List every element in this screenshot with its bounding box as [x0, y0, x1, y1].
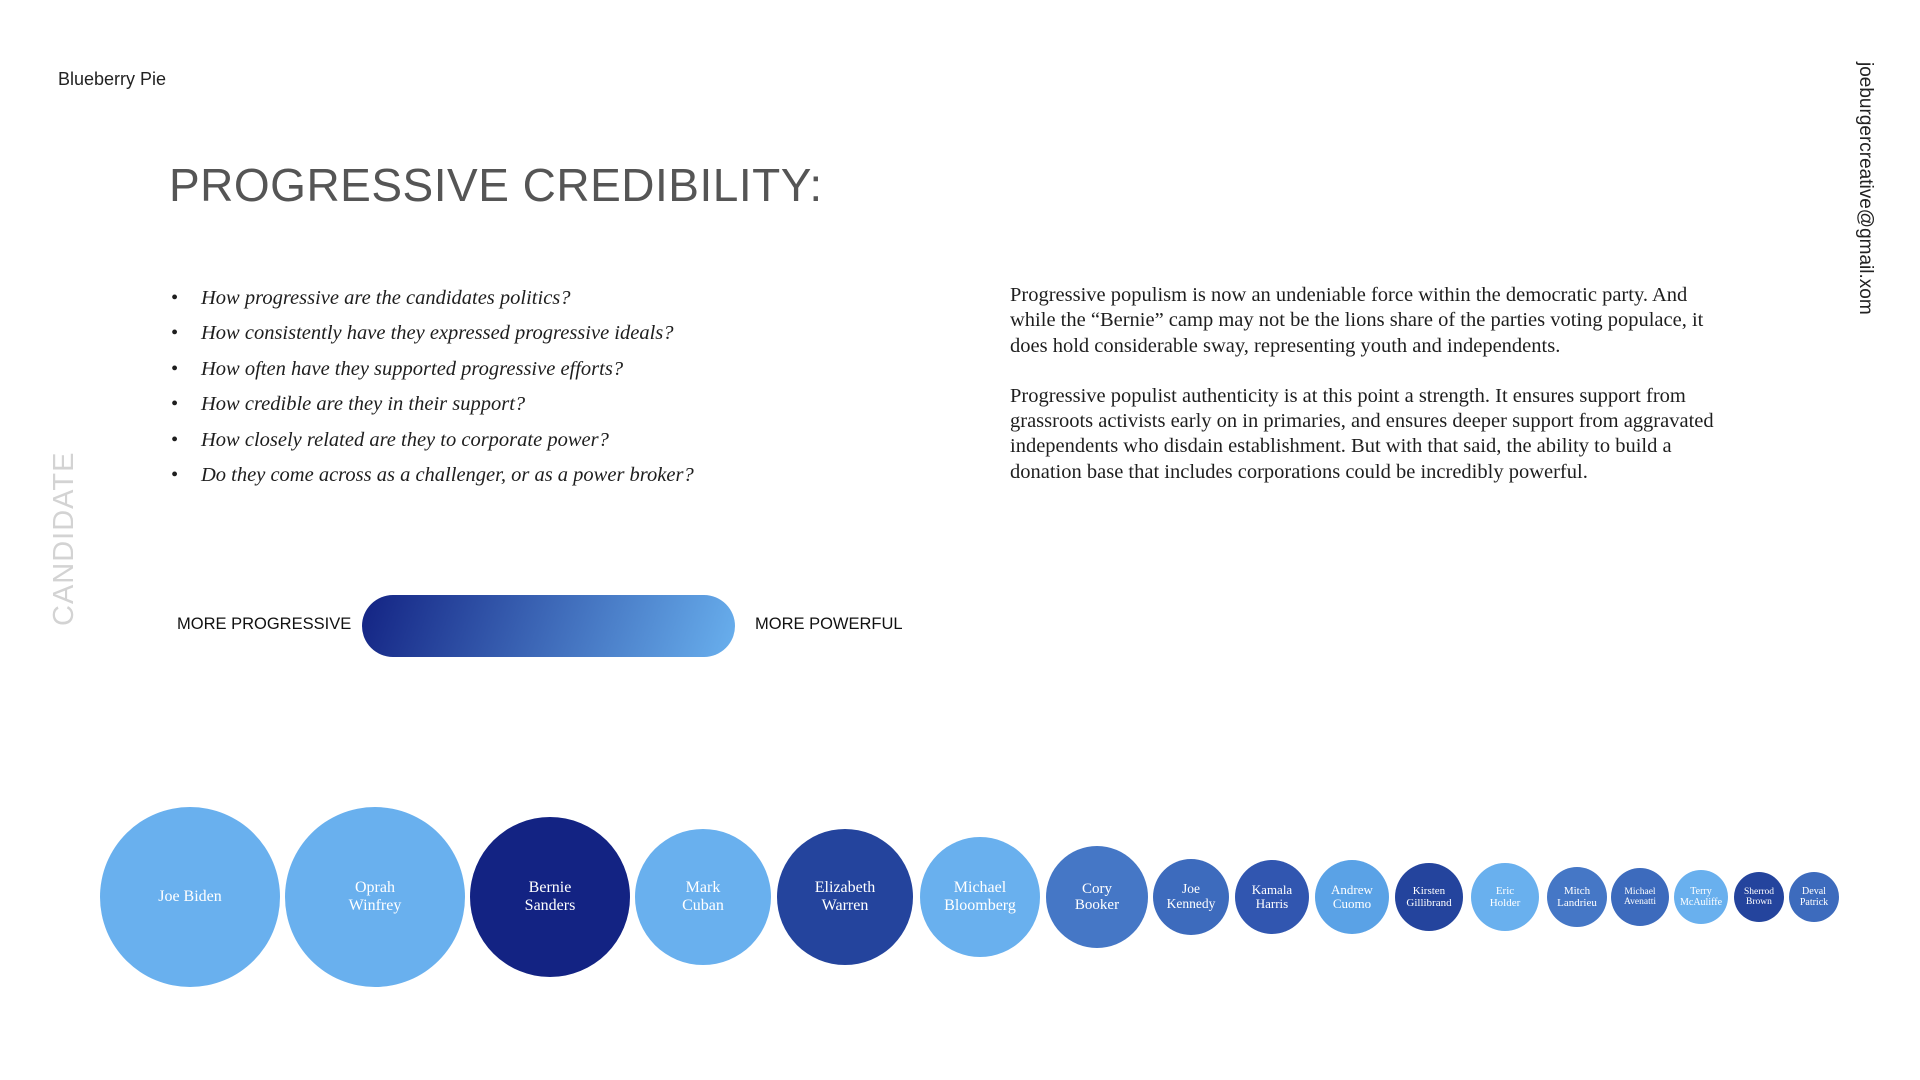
legend-label-powerful: MORE POWERFUL — [755, 615, 903, 633]
candidate-bubble — [470, 817, 630, 977]
candidate-bubble — [1547, 867, 1607, 927]
legend-label-progressive: MORE PROGRESSIVE — [177, 615, 352, 633]
candidate-name: Deval Patrick — [1799, 886, 1829, 908]
list-item — [168, 389, 694, 424]
list-item — [168, 283, 694, 318]
description-paragraph: Progressive populism is now an undeniable force within the democratic party. And while the “Bernie” camp may not be the lions share of the parties voting populace, it does hold considerable sway, representing youth and independents. — [1010, 284, 1704, 357]
list-item — [168, 425, 694, 460]
question-text: How often have they supported progressive efforts? — [201, 357, 624, 380]
question-text: How closely related are they to corporate power? — [201, 428, 609, 451]
candidate-name: Mitch Landrieu — [1557, 884, 1597, 909]
brand-name: Blueberry Pie — [58, 69, 167, 89]
contact-email: joeburgercreative@gmail.xom — [1855, 62, 1876, 315]
candidate-bubble — [100, 807, 280, 987]
bullet-icon: • — [171, 463, 179, 486]
candidate-name: Bernie Sanders — [524, 879, 576, 914]
candidate-name: Sherrod Brown — [1743, 886, 1775, 907]
question-text: Do they come across as a challenger, or as a power broker? — [201, 463, 694, 486]
candidate-bubble — [1611, 868, 1669, 926]
candidate-bubble — [1789, 872, 1839, 922]
bullet-icon: • — [171, 393, 179, 416]
candidate-name: Kamala Harris — [1251, 881, 1293, 911]
list-item — [168, 354, 694, 389]
candidate-name: Joe Kennedy — [1166, 881, 1216, 911]
candidate-bubble — [635, 829, 771, 965]
candidate-name: Andrew Cuomo — [1331, 881, 1373, 911]
candidate-bubble — [1674, 870, 1728, 924]
bullet-icon: • — [171, 428, 179, 451]
candidate-bubble — [1046, 846, 1148, 948]
candidate-bubble — [1734, 872, 1784, 922]
candidate-bubble — [1395, 863, 1463, 931]
candidate-bubble — [1153, 859, 1229, 935]
question-text: How consistently have they expressed progressive ideals? — [201, 322, 674, 345]
candidate-name: Eric Holder — [1489, 884, 1521, 909]
bullet-icon: • — [171, 322, 179, 345]
candidate-name: Terry McAuliffe — [1679, 886, 1723, 908]
candidate-bubble — [1471, 863, 1539, 931]
candidate-name: Kirsten Gillibrand — [1406, 884, 1452, 909]
candidate-bubble — [777, 829, 913, 965]
legend-gradient-bar — [362, 595, 735, 657]
list-item — [168, 460, 694, 495]
candidate-bubble — [285, 807, 465, 987]
questions-list — [168, 283, 694, 495]
candidate-name: Joe Biden — [158, 888, 222, 906]
candidate-name: Michael Avenatti — [1623, 886, 1656, 907]
candidate-name: Elizabeth Warren — [814, 879, 876, 914]
bullet-icon: • — [171, 287, 179, 309]
candidate-name: Mark Cuban — [682, 879, 724, 914]
candidate-name: Cory Booker — [1074, 880, 1120, 913]
description-paragraph: Progressive populist authenticity is at this point a strength. It ensures support from grassroots activists early on in primaries, and ensures deeper support from aggravated independents who disdain establishment. But with that said, the ability to build a donation base that includes corporations could be incredibly powerful. — [1010, 384, 1714, 483]
question-text: How credible are they in their support? — [201, 393, 526, 416]
list-item — [168, 318, 694, 353]
page-title: PROGRESSIVE CREDIBILITY: — [169, 159, 823, 211]
side-axis-label: CANDIDATE — [48, 451, 80, 626]
candidate-bubble — [1235, 860, 1309, 934]
bullet-icon: • — [171, 357, 179, 380]
candidate-name: Oprah Winfrey — [348, 879, 402, 914]
candidate-bubble — [1315, 860, 1389, 934]
description-text — [1010, 283, 1730, 510]
candidate-bubble — [920, 837, 1040, 957]
question-text: How progressive are the candidates politics? — [201, 287, 571, 309]
candidate-name: Michael Bloomberg — [944, 879, 1016, 914]
